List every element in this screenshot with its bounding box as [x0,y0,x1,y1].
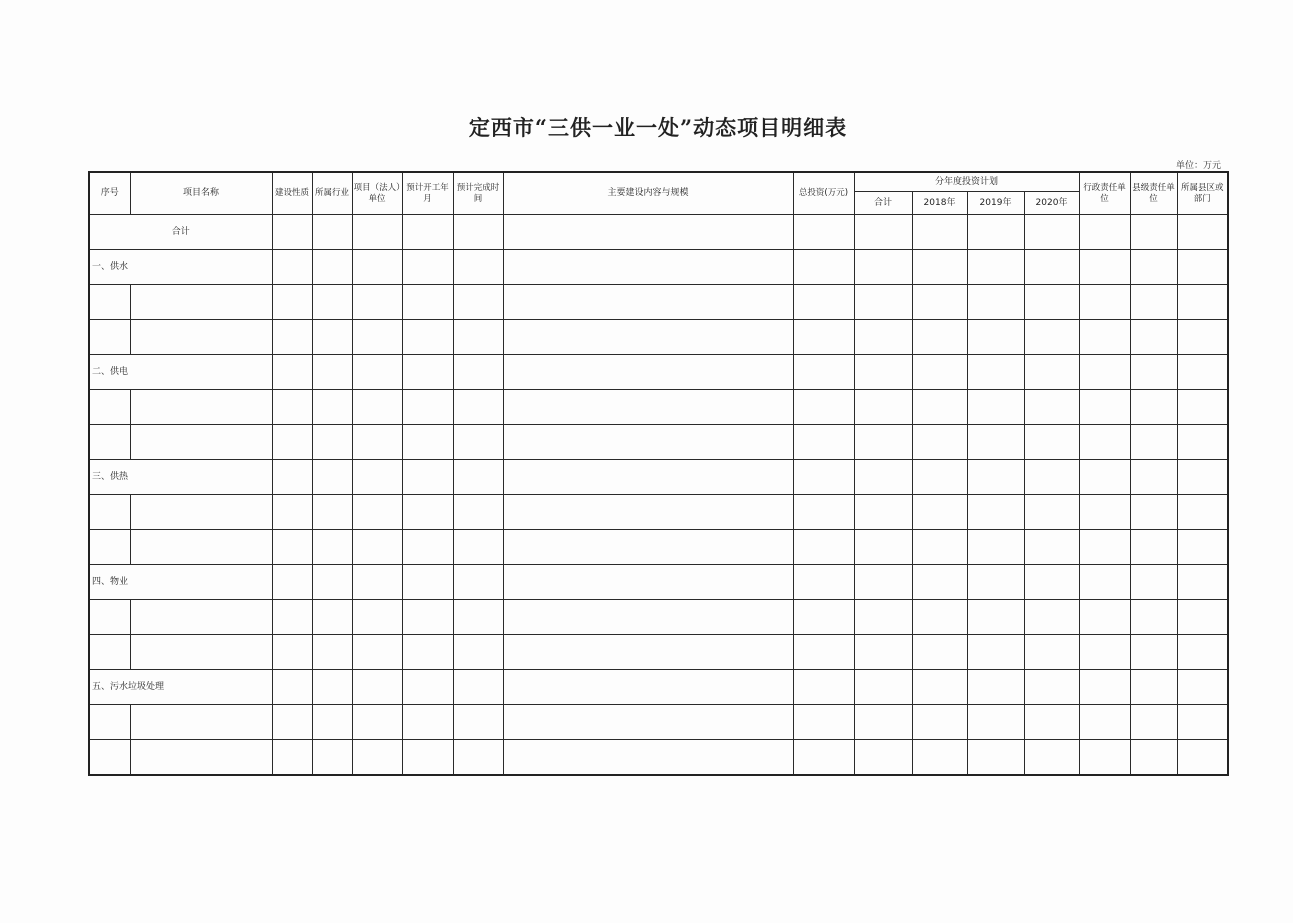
table-cell [793,285,854,320]
header-start: 预计开工年月 [402,172,453,215]
table-cell [503,670,793,705]
table-cell [1024,670,1079,705]
table-cell [402,250,453,285]
table-cell [1024,635,1079,670]
table-cell [1177,740,1228,776]
section-row [89,250,1228,285]
table-cell [503,600,793,635]
table-cell [130,285,272,320]
table-cell [793,460,854,495]
table-cell [793,670,854,705]
table-cell [89,705,130,740]
table-cell [352,390,402,425]
table-cell [1177,565,1228,600]
table-cell [312,495,352,530]
table-cell [1177,250,1228,285]
table-cell [1079,740,1130,776]
table-cell [503,215,793,250]
header-2018: 2018年 [912,192,967,215]
table-cell [1177,705,1228,740]
table-cell [272,320,312,355]
header-name: 项目名称 [130,172,272,215]
table-cell [503,635,793,670]
total-row [89,215,1228,250]
page-title: 定西市“三供一业一处”动态项目明细表 [468,115,848,140]
table-cell [967,600,1024,635]
table-cell [854,285,912,320]
table-cell [967,355,1024,390]
table-cell [89,530,130,565]
table-cell [1079,530,1130,565]
table-cell [967,285,1024,320]
table-cell [503,355,793,390]
table-cell [1024,320,1079,355]
table-cell [503,460,793,495]
table-cell [453,670,503,705]
table-cell [312,215,352,250]
table-cell [912,740,967,776]
header-row-1 [89,172,1228,192]
table-cell [967,530,1024,565]
table-cell [1130,600,1177,635]
table-cell [503,705,793,740]
table-cell [1130,250,1177,285]
table-cell [793,425,854,460]
table-cell [453,320,503,355]
table-cell [312,250,352,285]
table-cell [312,390,352,425]
table-cell [1130,565,1177,600]
table-cell [793,215,854,250]
table-cell [912,390,967,425]
table-cell [854,705,912,740]
table-cell [1024,215,1079,250]
table-cell [854,390,912,425]
table-cell [503,390,793,425]
table-cell [503,530,793,565]
section-label-heat: 三、供热 [89,460,272,495]
table-cell [453,495,503,530]
table-cell [453,705,503,740]
table-cell [1079,600,1130,635]
table-cell [1130,740,1177,776]
header-finish: 预计完成时间 [453,172,503,215]
table-row [89,635,1228,670]
table-cell [1130,285,1177,320]
table-cell [272,495,312,530]
table-cell [453,390,503,425]
table-row [89,390,1228,425]
table-cell [854,320,912,355]
table-cell [352,320,402,355]
table-cell [854,495,912,530]
table-cell [453,355,503,390]
table-cell [1130,530,1177,565]
table-cell [312,530,352,565]
table-cell [453,530,503,565]
table-cell [1177,320,1228,355]
table-cell [854,460,912,495]
table-cell [793,390,854,425]
header-lead-unit: 行政责任单位 [1079,172,1130,215]
header-industry: 所属行业 [312,172,352,215]
table-cell [912,355,967,390]
table-cell [793,320,854,355]
table-cell [1130,460,1177,495]
table-cell [1177,285,1228,320]
table-cell [793,565,854,600]
table-cell [312,670,352,705]
table-cell [453,635,503,670]
table-cell [352,250,402,285]
table-cell [503,320,793,355]
table-row [89,530,1228,565]
table-cell [854,670,912,705]
table-cell [402,530,453,565]
table-cell [793,495,854,530]
table-cell [854,250,912,285]
table-cell [453,425,503,460]
table-cell [967,565,1024,600]
table-cell [912,320,967,355]
table-cell [272,740,312,776]
table-cell [854,355,912,390]
table-cell [793,355,854,390]
table-cell [1079,565,1130,600]
table-cell [1130,320,1177,355]
section-label-property: 四、物业 [89,565,272,600]
table-cell [1177,390,1228,425]
table-cell [1079,215,1130,250]
table-cell [503,250,793,285]
table-cell [1079,320,1130,355]
table-cell [130,495,272,530]
table-cell [352,740,402,776]
table-cell [503,740,793,776]
table-cell [912,565,967,600]
table-row [89,600,1228,635]
table-cell [1079,250,1130,285]
table-row [89,495,1228,530]
table-cell [402,705,453,740]
table-cell [1024,460,1079,495]
table-cell [89,390,130,425]
table-cell [272,600,312,635]
table-cell [1024,495,1079,530]
section-label-power: 二、供电 [89,355,272,390]
table-cell [912,425,967,460]
header-content: 主要建设内容与规模 [503,172,793,215]
table-cell [312,285,352,320]
table-cell [453,565,503,600]
table-cell [967,495,1024,530]
total-label: 合计 [89,215,272,250]
table-cell [402,740,453,776]
table-cell [1024,530,1079,565]
table-cell [352,460,402,495]
table-cell [272,355,312,390]
table-cell [912,215,967,250]
table-cell [1024,425,1079,460]
table-cell [272,460,312,495]
table-cell [402,495,453,530]
table-cell [912,670,967,705]
table-cell [402,320,453,355]
section-row [89,355,1228,390]
table-cell [352,705,402,740]
table-cell [402,670,453,705]
table-cell [352,355,402,390]
table-cell [352,565,402,600]
header-2019: 2019年 [967,192,1024,215]
table-cell [1130,355,1177,390]
table-cell [312,460,352,495]
table-cell [1177,215,1228,250]
table-cell [1177,425,1228,460]
table-cell [854,215,912,250]
table-cell [967,425,1024,460]
table-cell [793,600,854,635]
table-cell [352,670,402,705]
table-cell [912,250,967,285]
table-cell [312,320,352,355]
table-cell [130,705,272,740]
table-cell [1079,390,1130,425]
unit-label: 单位：万元 [1176,161,1222,171]
header-nature: 建设性质 [272,172,312,215]
table-cell [967,320,1024,355]
table-cell [89,740,130,776]
table-cell [402,425,453,460]
table-cell [854,600,912,635]
table-cell [1079,635,1130,670]
table-cell [89,495,130,530]
table-cell [312,705,352,740]
table-cell [1177,530,1228,565]
table-cell [854,565,912,600]
table-cell [967,250,1024,285]
table-cell [912,460,967,495]
table-row [89,320,1228,355]
table-cell [1177,635,1228,670]
section-row [89,670,1228,705]
table-cell [312,425,352,460]
table-cell [503,495,793,530]
section-label-sewage: 五、污水垃圾处理 [89,670,272,705]
table-cell [793,740,854,776]
table-cell [1024,355,1079,390]
table-cell [352,215,402,250]
table-cell [1079,670,1130,705]
table-cell [130,425,272,460]
table-cell [312,600,352,635]
table-cell [272,705,312,740]
table-cell [967,390,1024,425]
table-row [89,705,1228,740]
section-label-water: 一、供水 [89,250,272,285]
table-cell [312,740,352,776]
table-cell [854,530,912,565]
table-cell [402,355,453,390]
table-cell [1130,215,1177,250]
table-cell [503,285,793,320]
table-cell [854,425,912,460]
table-cell [130,600,272,635]
table-cell [793,705,854,740]
table-cell [967,670,1024,705]
table-cell [312,635,352,670]
table-cell [402,215,453,250]
table-cell [130,530,272,565]
table-cell [912,285,967,320]
table-cell [793,250,854,285]
table-cell [1177,460,1228,495]
table-cell [130,740,272,776]
table-cell [1130,390,1177,425]
table-cell [1024,600,1079,635]
table-cell [453,600,503,635]
table-cell [1024,740,1079,776]
header-plan: 分年度投资计划 [854,172,1079,192]
table-cell [130,390,272,425]
table-cell [1130,425,1177,460]
table-cell [967,215,1024,250]
table-cell [793,530,854,565]
table-row [89,285,1228,320]
table-cell [453,285,503,320]
table-cell [272,250,312,285]
table-cell [1079,355,1130,390]
table-cell [272,530,312,565]
table-cell [912,600,967,635]
header-county: 所属县区或部门 [1177,172,1228,215]
table-cell [89,600,130,635]
table-cell [130,320,272,355]
table-cell [1177,355,1228,390]
table-cell [1024,285,1079,320]
table-cell [272,425,312,460]
header-owner: 项目（法人）单位 [352,172,402,215]
table-cell [1079,460,1130,495]
table-cell [912,495,967,530]
table-cell [402,565,453,600]
table-cell [272,635,312,670]
table-cell [1177,495,1228,530]
header-sub-unit: 县级责任单位 [1130,172,1177,215]
table-cell [1024,565,1079,600]
table-cell [1130,705,1177,740]
table-cell [1130,635,1177,670]
header-2020: 2020年 [1024,192,1079,215]
table-row [89,425,1228,460]
table-cell [130,635,272,670]
header-seq: 序号 [89,172,130,215]
table-cell [967,460,1024,495]
table-cell [1079,425,1130,460]
table-cell [272,215,312,250]
table-cell [503,425,793,460]
table-cell [352,530,402,565]
table-cell [1079,285,1130,320]
table-cell [312,565,352,600]
table-cell [793,635,854,670]
table-cell [1177,670,1228,705]
table-cell [402,635,453,670]
table-cell [352,425,402,460]
table-cell [967,635,1024,670]
table-cell [854,635,912,670]
table-cell [89,635,130,670]
table-cell [967,705,1024,740]
table-cell [912,705,967,740]
header-plan-total: 合计 [854,192,912,215]
section-row [89,460,1228,495]
table-cell [1024,390,1079,425]
table-cell [352,285,402,320]
table-cell [89,285,130,320]
table-cell [352,635,402,670]
table-cell [352,600,402,635]
table-cell [402,460,453,495]
table-cell [402,285,453,320]
table-cell [89,320,130,355]
header-total: 总投资(万元) [793,172,854,215]
table-cell [1024,250,1079,285]
table-cell [453,460,503,495]
table-cell [1024,705,1079,740]
table-cell [272,670,312,705]
table-cell [854,740,912,776]
table-cell [1079,705,1130,740]
table-cell [1130,670,1177,705]
table-cell [1177,600,1228,635]
table-cell [89,425,130,460]
table-cell [312,355,352,390]
table-cell [967,740,1024,776]
table-cell [352,495,402,530]
table-cell [272,565,312,600]
table-cell [453,215,503,250]
table-cell [1079,495,1130,530]
table-cell [912,635,967,670]
table-cell [272,285,312,320]
table-cell [1130,495,1177,530]
table-cell [402,390,453,425]
table-cell [402,600,453,635]
table-cell [272,390,312,425]
section-row [89,565,1228,600]
table-row [89,740,1228,776]
table-cell [503,565,793,600]
project-table [88,171,1229,776]
table-cell [453,740,503,776]
table-cell [912,530,967,565]
table-cell [453,250,503,285]
